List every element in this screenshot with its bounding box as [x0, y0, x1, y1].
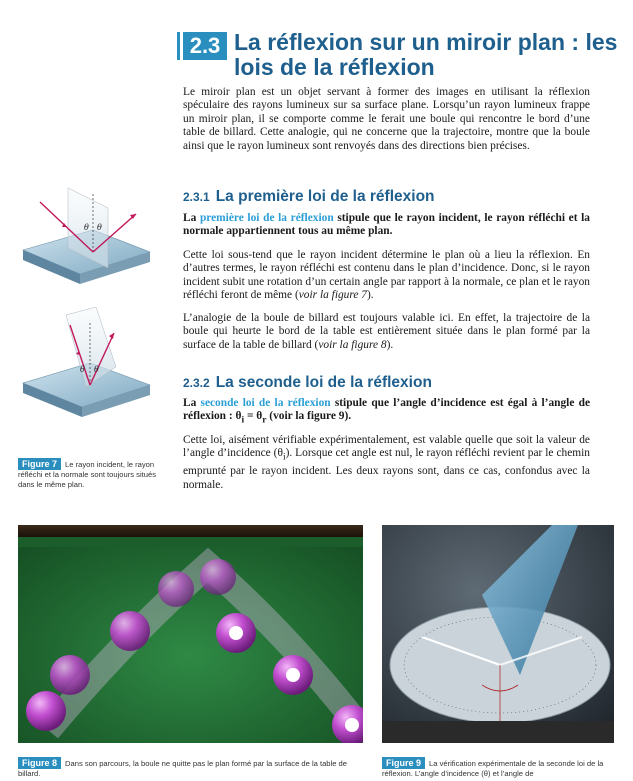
subsection-2-title: La seconde loi de la réflexion	[215, 374, 432, 391]
figure-7-caption: Figure 7 Le rayon incident, le rayon réfléchi et la normale sont toujours situés dans le même plan.	[18, 459, 157, 489]
intro-paragraph: Le miroir plan est un objet servant à former des images en utilisant la réflexion spéculaire des rayons lumineux sur sa surface plane. Lorsqu’un rayon lumineux frappe un miroir plan, il se comporte comme le ferait une boule qui rencontre le bord d’une table de billard. Cette analogie, qui ne concerne que la trajectoire, montre que la boule ainsi que le rayon lumineux sont renvoyés dans des directions bien précises.	[183, 86, 590, 152]
ball-number-disc	[345, 718, 359, 732]
law-1-statement: La première loi de la réflexion stipule que le rayon incident, le rayon réfléchi et la normale appartiennent tous au même plan.	[183, 212, 590, 238]
bench-base	[382, 721, 614, 743]
subsection-1-number: 2.3.1	[183, 190, 210, 204]
figure-7-reference: voir la figure 7	[298, 289, 367, 302]
subsection-2-heading	[183, 374, 432, 392]
law-1-keyword: première loi de la réflexion	[199, 212, 334, 224]
figure-9-badge: Figure 9	[382, 757, 425, 769]
law-2-keyword: seconde loi de la réflexion	[200, 397, 331, 409]
cushion	[18, 537, 363, 547]
law-1-paragraph-2: L’analogie de la boule de billard est toujours valable ici. En effet, la trajectoire de la boule qui heurte le bord de la table est entièrement située dans le plan formé par la surface de la table de billard (voir la figure 8).	[183, 312, 590, 351]
billiard-ball	[200, 559, 236, 595]
law-2-paragraph: Cette loi, aisément vérifiable expérimentalement, est valable quelle que soit la valeur de l’angle d’incidence $(\theta_i)$. Lorsque cet angle est nul, le rayon réfléchi revient par le chemin emprunté par le rayon incident. Les deux rayons sont, dans ce cas, confondus avec la normale.	[183, 434, 590, 491]
figure-8-caption: Figure 8 Dans son parcours, la boule ne quitte pas le plan formé par la surface de la table de billard.	[18, 758, 348, 778]
section-number: 2.3	[183, 32, 227, 60]
law-1-paragraph-1: Cette loi sous-tend que le rayon incident détermine le plan où a lieu la réflexion. En d’autres termes, le rayon réfléchi est contenu dans le plan d’incidence. Donc, si le rayon incident subit une rotation d’un certain angle par rapport à la normale, ce plan et le rayon réfléchi feront de même (voir la figure 7).	[183, 249, 590, 302]
ball-number-disc	[229, 626, 243, 640]
figure-9-photo	[382, 525, 614, 743]
billiard-ball	[50, 655, 90, 695]
figure-8-photo	[18, 525, 363, 743]
figure-7-diagram-bottom	[18, 305, 153, 423]
ball-number-disc	[286, 668, 300, 682]
subsection-1-title: La première loi de la réflexion	[215, 188, 435, 205]
theta-i-label: θ	[84, 223, 89, 232]
theta-r-label: θ	[94, 365, 99, 374]
law-2-statement: La seconde loi de la réflexion stipule que l’angle d’incidence est égal à l’angle de réflexion : $\theta_i = \theta_r$ (voir la figure 9).	[183, 397, 591, 426]
section-title: La réflexion sur un miroir plan : les lois de la réflexion	[234, 29, 618, 80]
figure-7-diagram-top	[18, 180, 153, 292]
figure-8-badge: Figure 8	[18, 757, 61, 769]
billiard-ball	[110, 611, 150, 651]
billiard-ball	[26, 691, 66, 731]
subsection-2-number: 2.3.2	[183, 376, 210, 390]
subsection-1-heading	[183, 188, 435, 206]
figure-8-reference: voir la figure 8	[318, 338, 387, 351]
theta-i-label: θ	[80, 365, 85, 374]
theta-r-label: θ	[97, 223, 102, 232]
table-rail	[18, 525, 363, 537]
figure-9-caption: Figure 9 La vérification expérimentale de la seconde loi de la réflexion. L’angle d’incidence (θ) et l’angle de	[382, 758, 604, 778]
figure-7-badge: Figure 7	[18, 458, 61, 470]
billiard-ball	[158, 571, 194, 607]
